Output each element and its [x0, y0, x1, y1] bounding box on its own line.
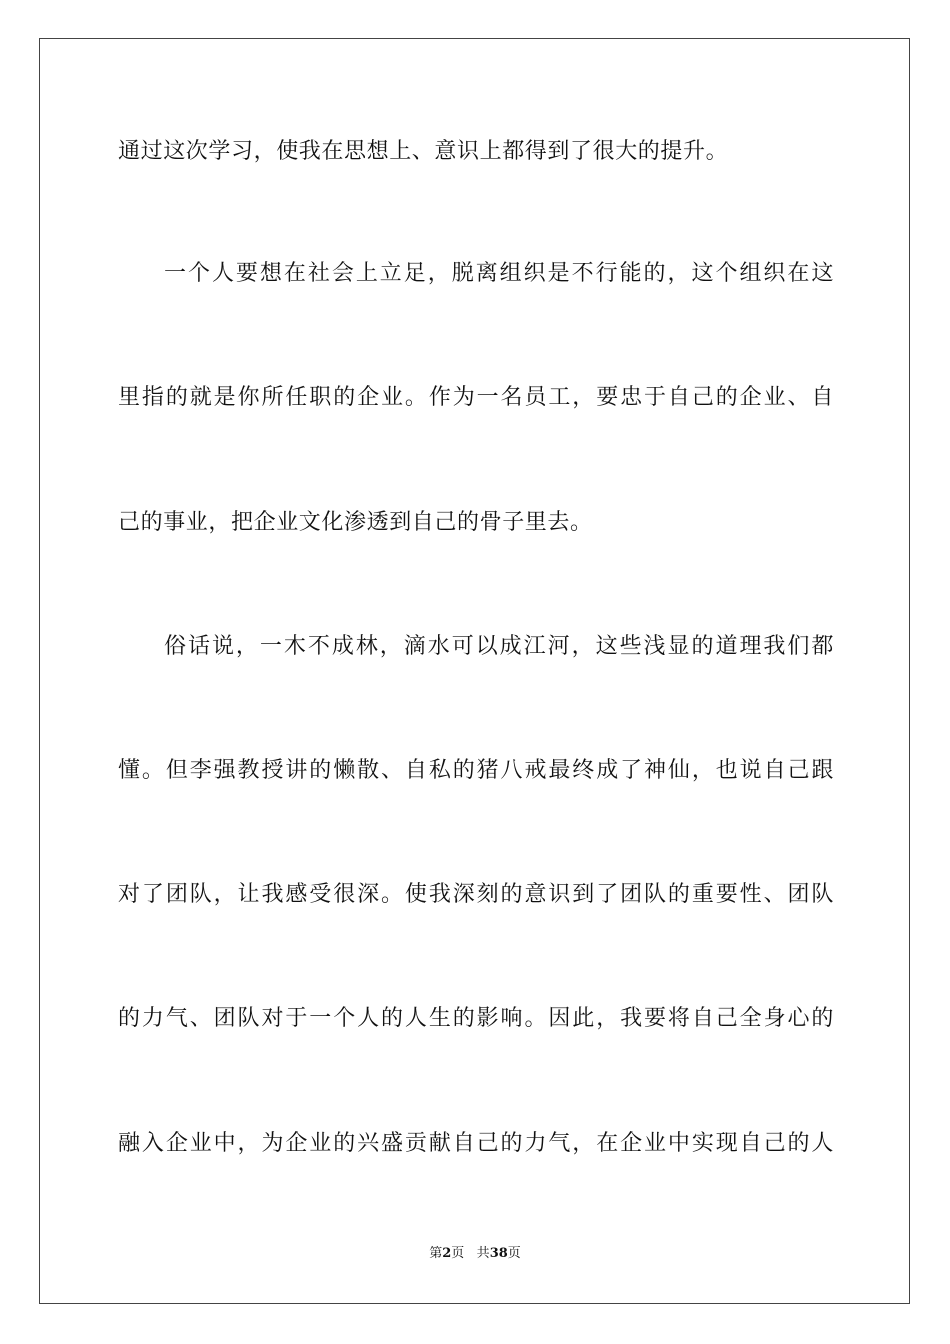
paragraph-line-3: 里指的就是你所任职的企业。作为一名员工，要忠于自己的企业、自 — [118, 385, 834, 410]
page-footer — [0, 1245, 950, 1263]
paragraph-line-8: 的力气、团队对于一个人的人生的影响。因此，我要将自己全身心的 — [118, 1006, 834, 1031]
total-prefix: 共 — [476, 1246, 490, 1261]
current-page-number: 2 — [442, 1246, 452, 1261]
page-border — [39, 38, 910, 1304]
page-prefix: 第 — [429, 1246, 443, 1261]
paragraph-line-7: 对了团队，让我感受很深。使我深刻的意识到了团队的重要性、团队 — [118, 882, 834, 907]
paragraph-line-2: 一个人要想在社会上立足，脱离组织是不行能的，这个组织在这 — [164, 261, 834, 286]
page-suffix: 页 — [451, 1246, 465, 1261]
total-page-number: 38 — [489, 1246, 508, 1261]
total-suffix: 页 — [507, 1246, 521, 1261]
paragraph-line-9: 融入企业中，为企业的兴盛贡献自己的力气，在企业中实现自己的人 — [118, 1131, 834, 1156]
paragraph-line-4: 己的事业，把企业文化渗透到自己的骨子里去。 — [118, 510, 593, 535]
paragraph-line-6: 懂。但李强教授讲的懒散、自私的猪八戒最终成了神仙，也说自己跟 — [118, 758, 834, 783]
paragraph-line-5: 俗话说，一木不成林，滴水可以成江河，这些浅显的道理我们都 — [164, 634, 834, 659]
paragraph-line-1: 通过这次学习，使我在思想上、意识上都得到了很大的提升。 — [118, 139, 729, 164]
